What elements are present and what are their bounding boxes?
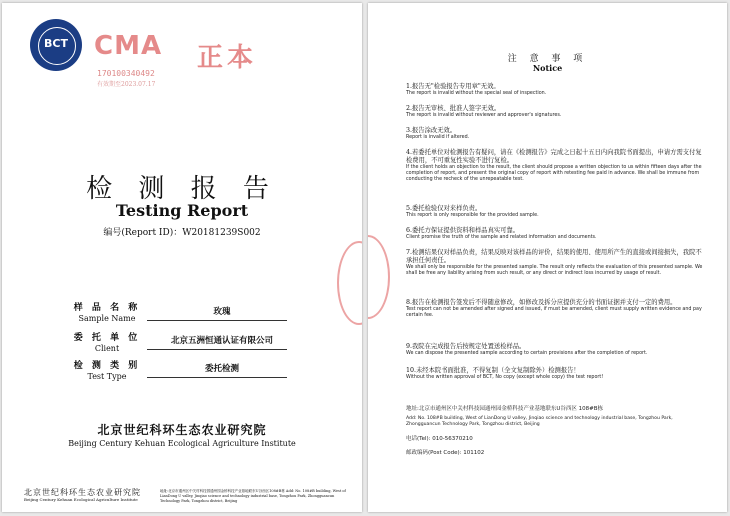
client-underline (147, 349, 287, 350)
report-id: 编号(Report ID)：W20181239S002 (103, 228, 261, 238)
footer-address: 地址:北京市通州区中关村科技园通州园金桥科技产业基地联东U谷西区108#B栋 Add: No. 108#B building, West of LianDong U valley, Jinqiao science and technology industrial base, Tongzhou Park, Zhongguancun Technology Park, Tongzhou district, Beijing (160, 489, 346, 503)
original-stamp: 正本 (197, 43, 258, 73)
notice-item: 7.检测结果仅对样品负责，结果反映对该样品的评价，结果的使用、使用所产生的直接或间接损失，我院不承担任何责任。 We shall only be responsible for the presented sample. The result only reflects the evaluation of this presented sample. We shall be free any liability arising from such result, or any direct or indirect loss incurred by usage of result. (406, 249, 703, 276)
notice-item: 2.报告无审核、批准人签字无效。 The report is invalid without reviewer and approver's signatures. (406, 105, 562, 118)
sample-name-label: 样 品 名 称 Sample Name (73, 303, 141, 323)
footer-institute-cn: 北京世纪科环生态农业研究院 (24, 488, 141, 497)
cma-stamp: CMA (94, 31, 163, 61)
report-cover-page (2, 3, 362, 512)
sample-name-underline (147, 320, 287, 321)
bct-logo-text: BCT (44, 37, 68, 50)
institute-name-en: Beijing Century Kehuan Ecological Agriculture Institute (68, 439, 296, 448)
test-type-underline (147, 377, 287, 378)
footer-institute-en: Beijing Century Kehuan Ecological Agriculture Institute (24, 497, 138, 502)
half-seal-right (368, 235, 390, 319)
half-seal-left (337, 241, 362, 325)
notice-item: 6.委托方保证提供资料和样品真实可靠。 Client promise the truth of the sample and related information and documents. (406, 227, 597, 240)
notice-page (368, 3, 727, 512)
phone: 电话(Tel): 010-56370210 (406, 436, 473, 442)
notice-item: 3.报告涂改无效。 Report is invalid if altered. (406, 127, 470, 140)
client-label: 委 托 单 位 Client (73, 333, 141, 353)
client-value: 北京五洲恒通认证有限公司 (170, 336, 273, 346)
cma-date: 有效期至2023.07.17 (97, 81, 156, 88)
notice-item: 9.我院在完成报告后按规定处置送检样品。 We can dispose the presented sample according to certain provisions after the completion of report. (406, 343, 648, 356)
institute-name-cn: 北京世纪科环生态农业研究院 (97, 423, 267, 437)
notice-item: 4.若委托单位对检测报告有疑问，请在《检测报告》完成之日起十五日内向我院书面提出，申请方需支付复检费用，不可重复性实验不进行复检。 If the client holds an objection to the result, the client should propose a written objection to us within fifteen days after the completion of report, and present the original copy of report with retesting fee paid in advance. We shall be immune from conducting the recheck of the unrepeatable test. (406, 149, 702, 182)
postcode: 邮政编码(Post Code): 101102 (406, 450, 485, 456)
notice-item: 8.报告在检测报告签发后不得随意修改，如修改及拆分应提供充分的书面证据并支付一定的费用。 Test report can not be amended after signed and issued, if must be amended, client must supply written evidence and pay certain fee. (406, 299, 702, 318)
notice-item: 1.报告无"检验报告专用章"无效。 The report is invalid without the special seal of inspection. (406, 83, 547, 96)
address-en: Add: No. 108#B building, West of LianDong U valley, Jinqiao science and technology industrial base, Tongzhou Park, Zhongguancun Technology Park, Tongzhou district, Beijing (406, 416, 673, 427)
report-title-en: Testing Report (115, 201, 249, 220)
address-cn: 地址:北京市通州区中关村科技园通州园金桥科技产业基地联东U谷西区 108#B栋 (406, 406, 604, 412)
notice-item: 5.委托检验仅对来样负责。 This report is only responsible for the provided sample. (406, 205, 539, 218)
test-type-label: 检 测 类 别 Test Type (73, 361, 141, 381)
notice-item: 10.未经本院书面批准，不得复制（全文复制除外）检测报告！ Without the written approval of BCT, No copy (except whole copy) the test report! (406, 367, 604, 380)
report-title-cn: 检 测 报 告 (86, 174, 278, 204)
cma-number: 170100340492 (97, 69, 155, 78)
sample-name-value: 玫瑰 (213, 307, 231, 317)
notice-title-en: Notice (532, 63, 563, 73)
notice-title-cn: 注 意 事 项 (507, 54, 588, 64)
test-type-value: 委托检测 (204, 364, 239, 374)
bct-logo (30, 19, 82, 71)
